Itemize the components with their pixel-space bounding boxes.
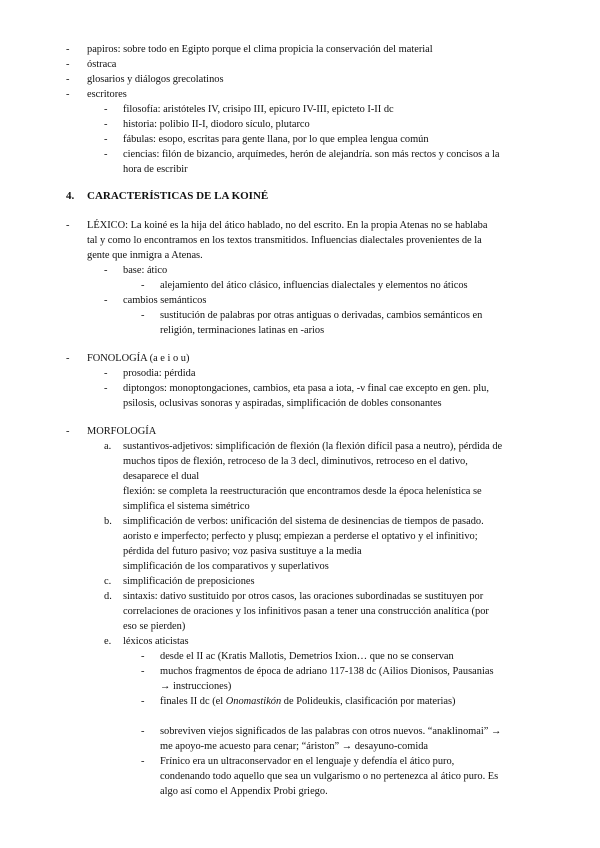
fonologia-title: FONOLOGÍA (a e i o u) [87, 353, 190, 364]
morf-a-line-3: desaparece el dual [123, 471, 200, 482]
lexico-cambios-sub-cont: religión, terminaciones latinas en -arios [160, 325, 325, 336]
morf-d-line-2: correlaciones de oraciones y los infinitivos pasan a tener una construcción analítica (por [123, 606, 489, 617]
item-historia: historia: polibio II-I, diodoro sículo, plutarco [123, 119, 310, 130]
bullet-marker: - [141, 696, 145, 707]
morf-e-item-4-cont: me apoyo-me acuesto para cenar; “áriston” → desayuno-comida [160, 741, 429, 752]
bullet-marker: - [66, 59, 70, 70]
fonologia-prosodia: prosodia: pérdida [123, 368, 196, 379]
list-marker-d: d. [104, 591, 112, 602]
bullet-marker: - [141, 756, 145, 767]
bullet-marker: - [66, 74, 70, 85]
bullet-marker: - [104, 265, 108, 276]
section-title: CARACTERÍSTICAS DE LA KOINÉ [87, 190, 269, 202]
bullet-marker: - [141, 666, 145, 677]
bullet-marker: - [104, 134, 108, 145]
bullet-marker: - [104, 104, 108, 115]
lexico-base-sub: alejamiento del ático clásico, influencias dialectales y elementos no áticos [160, 280, 468, 291]
morf-d-line-3: eso se pierden) [123, 621, 186, 632]
lexico-cambios-sub: sustitución de palabras por otras antiguas o derivadas, cambios semánticos en [160, 310, 483, 321]
morf-e-item-3-pre: finales II dc (el [160, 696, 226, 707]
item-fabulas: fábulas: esopo, escritas para gente llana, por lo que emplea lengua común [123, 134, 429, 145]
list-marker-c: c. [104, 576, 112, 587]
morf-a-line-1: sustantivos-adjetivos: simplificación de flexión (la flexión difícil pasa a neutro), pérdida de [123, 441, 503, 452]
item-papiros: papiros: sobre todo en Egipto porque el clima propicia la conservación del material [87, 44, 433, 55]
bullet-marker: - [104, 383, 108, 394]
morf-b-line-1: simplificación de verbos: unificación del sistema de desinencias de tiempos de pasado. [123, 516, 484, 527]
section-number: 4. [66, 190, 75, 202]
morf-a-line-2: muchos tipos de flexión, retroceso de la 3 decl, diminutivos, retroceso en el dativo, [123, 456, 468, 467]
bullet-marker: - [141, 310, 145, 321]
list-marker-b: b. [104, 516, 112, 527]
item-filosofia: filosofía: aristóteles IV, crisipo III, epicuro IV-III, epicteto I-II dc [123, 104, 394, 115]
lexico-line-1: LÉXICO: La koiné es la hija del ático hablado, no del escrito. En la propia Atenas no se hablaba [87, 220, 488, 231]
item-escritores: escritores [87, 89, 127, 100]
lexico-line-3: gente que inmigra a Atenas. [87, 250, 203, 261]
bullet-marker: - [66, 89, 70, 100]
morf-a-line-4: flexión: se completa la reestructuración que encontramos desde la época helenística se [123, 486, 482, 497]
morf-e-item-3-em: Onomastikón [225, 696, 282, 707]
item-glosarios: glosarios y diálogos grecolatinos [87, 74, 224, 85]
morf-e-item-3-post: de Polideukis, clasificación por materias) [281, 696, 456, 707]
bullet-marker: - [141, 726, 145, 737]
morf-e-item-3 [160, 695, 455, 708]
item-ciencias: ciencias: filón de bizancio, arquímedes, herón de alejandría. son más rectos y concisos a la [123, 149, 500, 160]
bullet-marker: - [141, 280, 145, 291]
bullet-marker: - [104, 119, 108, 130]
fonologia-diptongos-cont: psilosis, oclusivas sonoras y aspiradas, simplificación de dobles consonantes [123, 398, 442, 409]
morf-e-line-1: léxicos aticistas [123, 636, 189, 647]
item-ciencias-cont: hora de escribir [123, 164, 188, 175]
bullet-marker: - [66, 426, 70, 437]
bullet-marker: - [66, 220, 70, 231]
morf-b-line-2: aoristo e imperfecto; perfecto y plusq; empiezan a perderse el optativo y el infinitivo; [123, 531, 478, 542]
bullet-marker: - [104, 368, 108, 379]
morf-e-item-5-cont-2: algo así como el Appendix Probi griego. [160, 786, 328, 797]
morf-e-item-4: sobreviven viejos significados de las palabras con otros nuevos. “anaklinomai” → [160, 726, 502, 737]
morf-b-line-4: simplificación de los comparativos y superlativos [123, 561, 329, 572]
list-marker-a: a. [104, 441, 112, 452]
morf-e-item-1: desde el II ac (Kratis Mallotis, Demetrios Ixion… que no se conservan [160, 651, 454, 662]
fonologia-diptongos: diptongos: monoptongaciones, cambios, eta pasa a iota, -ν final cae excepto en gen. plu, [123, 383, 489, 394]
bullet-marker: - [66, 44, 70, 55]
bullet-marker: - [66, 353, 70, 364]
morf-e-item-5-cont: condenando todo aquello que sea un vulgarismo o no pertenezca al ático puro. Es [160, 771, 499, 782]
bullet-marker: - [104, 295, 108, 306]
bullet-marker: - [141, 651, 145, 662]
morf-b-line-3: pérdida del futuro pasivo; voz pasiva sustituye a la media [123, 546, 362, 557]
morf-a-line-5: simplifica el sistema simétrico [123, 501, 250, 512]
item-ostraca: óstraca [87, 59, 117, 70]
bullet-marker: - [104, 149, 108, 160]
morf-e-item-2-cont: → instrucciones) [160, 681, 232, 692]
morf-e-item-2: muchos fragmentos de época de adriano 117-138 dc (Ailios Dionisos, Pausanias [160, 666, 494, 677]
morf-e-item-5: Frínico era un ultraconservador en el lenguaje y defendía el ático puro, [160, 756, 455, 767]
morfologia-title: MORFOLOGÍA [87, 426, 157, 437]
lexico-cambios: cambios semánticos [123, 295, 207, 306]
list-marker-e: e. [104, 636, 112, 647]
morf-d-line-1: sintaxis: dativo sustituido por otros casos, las oraciones subordinadas se sustituyen por [123, 591, 484, 602]
lexico-base: base: ático [123, 265, 168, 276]
lexico-line-2: tal y como lo encontramos en los textos transmitidos. Influencias dialectales provenientes de la [87, 235, 482, 246]
morf-c-line-1: simplificación de preposiciones [123, 576, 255, 587]
